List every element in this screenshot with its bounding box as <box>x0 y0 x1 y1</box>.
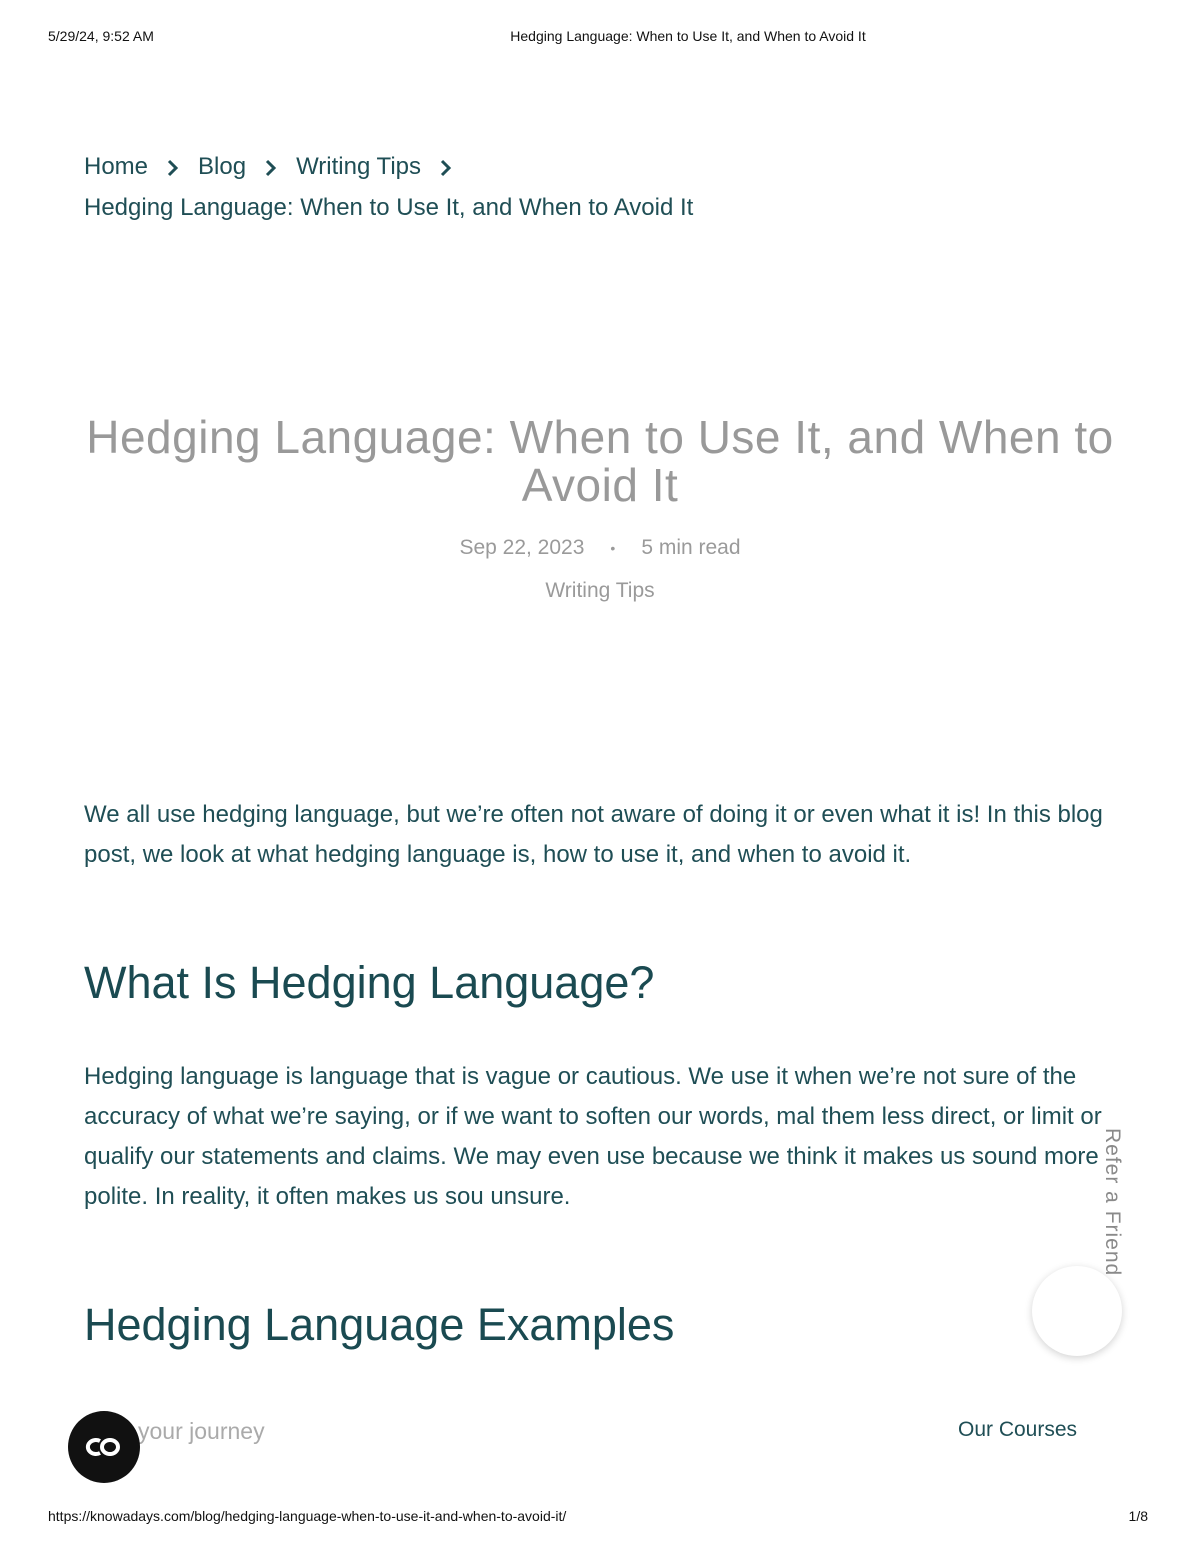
section-heading-examples: Hedging Language Examples <box>84 1299 675 1350</box>
chat-button[interactable] <box>68 1411 140 1483</box>
meta-separator: • <box>610 540 616 557</box>
chevron-right-icon <box>246 150 296 184</box>
print-header <box>0 28 1200 48</box>
breadcrumb-blog[interactable]: Blog <box>198 153 247 180</box>
breadcrumb-home[interactable]: Home <box>84 153 149 180</box>
category-tag[interactable]: Writing Tips <box>545 579 655 602</box>
print-title: Hedging Language: When to Use It, and When to Avoid It <box>510 28 866 44</box>
print-url: https://knowadays.com/blog/hedging-language-when-to-use-it-and-when-to-avoid-it/ <box>48 1508 567 1524</box>
intro-paragraph: We all use hedging language, but we’re often not aware of doing it or even what it is! In this blog post, we look at what hedging language is, how to use it, and when to avoid it. <box>84 801 1103 868</box>
breadcrumb-current: Hedging Language: When to Use It, and When to Avoid It <box>84 194 694 221</box>
print-date: 5/29/24, 9:52 AM <box>48 28 154 44</box>
definition-paragraph: Hedging language is language that is vague or cautious. We use it when we’re not sure of the accuracy of what we’re saying, or if we want to soften our words, mal them less direct, or limit or qualify our statements and claims. We may even use because we think it makes us sound more polite. In reality, it often makes us sou unsure. <box>84 1063 1102 1210</box>
page-title: Hedging Language: When to Use It, and When to Avoid It <box>86 411 1114 511</box>
article-meta <box>0 536 1200 560</box>
publish-date: Sep 22, 2023 <box>459 536 585 559</box>
breadcrumb-writing-tips[interactable]: Writing Tips <box>296 153 421 180</box>
section-heading-what: What Is Hedging Language? <box>84 957 655 1008</box>
page-number: 1/8 <box>1128 1508 1148 1524</box>
chevron-right-icon <box>421 150 471 184</box>
co-logo-icon <box>84 1435 124 1459</box>
our-courses-link[interactable]: Our Courses <box>958 1418 1078 1441</box>
read-time: 5 min read <box>641 536 741 559</box>
chevron-right-icon <box>148 150 198 184</box>
floating-circle-button[interactable] <box>1032 1266 1122 1356</box>
refer-friend-label: Refer a Friend <box>1101 1128 1124 1277</box>
refer-friend-tab[interactable] <box>1086 1128 1134 1288</box>
journey-text: your journey <box>138 1418 265 1444</box>
breadcrumb <box>84 150 984 225</box>
